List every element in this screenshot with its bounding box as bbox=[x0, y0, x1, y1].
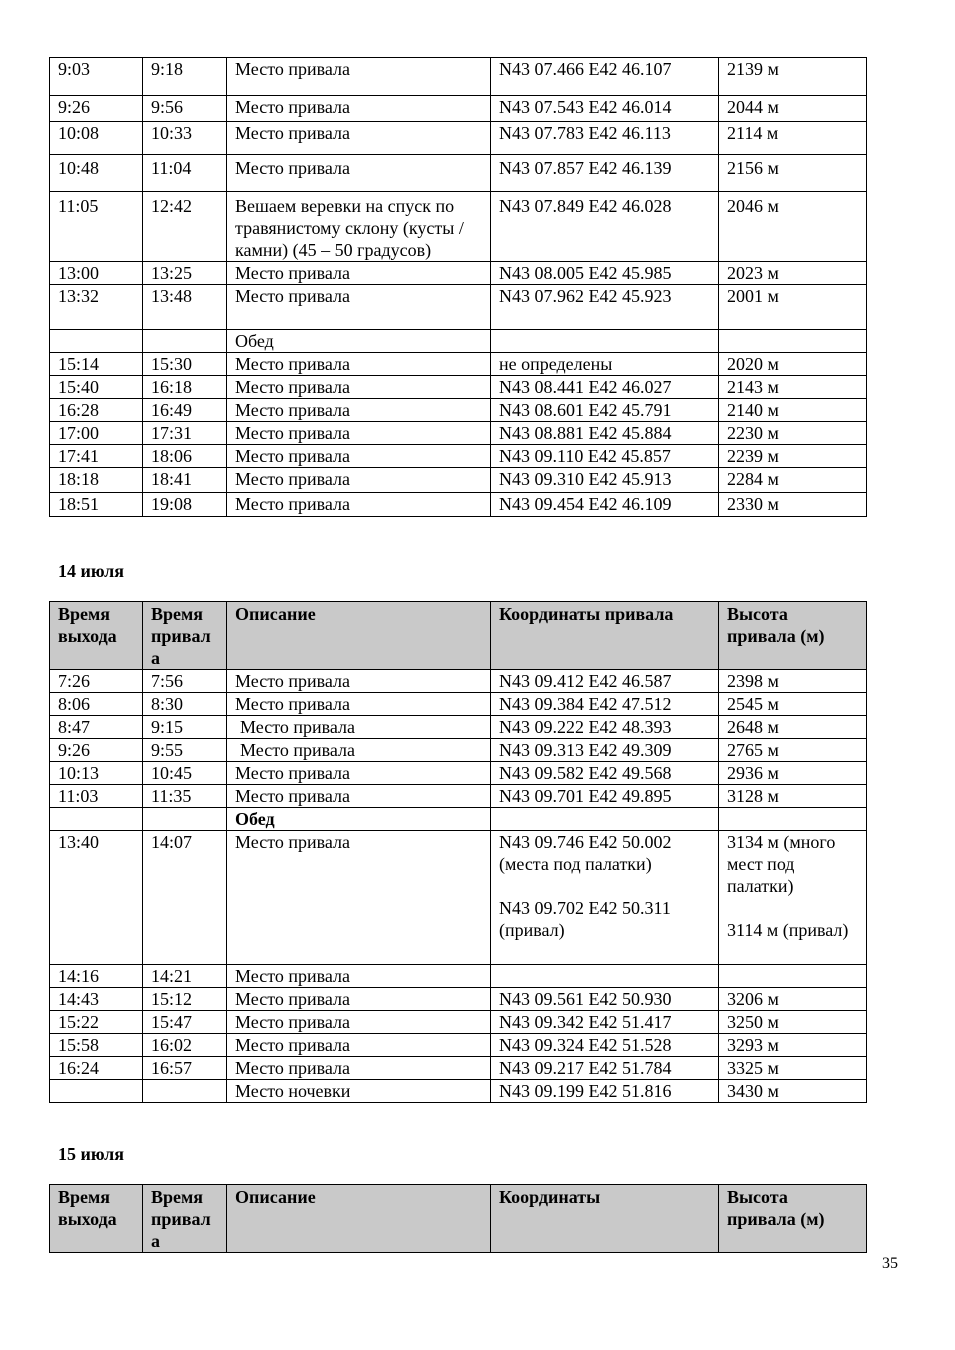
description: Место ночевки bbox=[227, 1080, 491, 1103]
description: Место привала bbox=[227, 58, 491, 96]
altitude: 2114 м bbox=[719, 122, 867, 155]
description: Место привала bbox=[227, 155, 491, 192]
altitude bbox=[719, 808, 867, 831]
table-row bbox=[50, 122, 867, 155]
table-row bbox=[50, 785, 867, 808]
altitude-tent-places: 3134 м (много мест под палатки) bbox=[727, 832, 836, 896]
description: Вешаем веревки на спуск по травянистому склону (кусты / камни) (45 – 50 градусов) bbox=[227, 192, 491, 262]
table-row bbox=[50, 762, 867, 785]
header-altitude: Высота привала (м) bbox=[719, 1185, 867, 1253]
route-table-13-july-continued bbox=[49, 57, 867, 517]
coordinates: N43 07.543 E42 46.014 bbox=[491, 96, 719, 122]
description: Место привала bbox=[227, 493, 491, 517]
coordinates: N43 09.324 E42 51.528 bbox=[491, 1034, 719, 1057]
coordinates: N43 09.561 E42 50.930 bbox=[491, 988, 719, 1011]
table-row bbox=[50, 192, 867, 262]
departure-time: 7:26 bbox=[50, 670, 143, 693]
departure-time: 15:40 bbox=[50, 376, 143, 399]
route-table-15-july bbox=[49, 1184, 867, 1253]
altitude: 2936 м bbox=[719, 762, 867, 785]
header-halt-time: Время привал а bbox=[143, 602, 227, 670]
halt-time: 9:15 bbox=[143, 716, 227, 739]
halt-time bbox=[143, 1080, 227, 1103]
description: Место привала bbox=[227, 739, 491, 762]
departure-time: 10:48 bbox=[50, 155, 143, 192]
halt-time: 8:30 bbox=[143, 693, 227, 716]
altitude: 2545 м bbox=[719, 693, 867, 716]
departure-time: 14:43 bbox=[50, 988, 143, 1011]
departure-time: 13:40 bbox=[50, 831, 143, 965]
altitude: 2156 м bbox=[719, 155, 867, 192]
coordinates: N43 09.217 E42 51.784 bbox=[491, 1057, 719, 1080]
altitude: 2140 м bbox=[719, 399, 867, 422]
description: Место привала bbox=[227, 1057, 491, 1080]
halt-time: 16:49 bbox=[143, 399, 227, 422]
description: Место привала bbox=[227, 693, 491, 716]
coordinates: N43 08.441 E42 46.027 bbox=[491, 376, 719, 399]
coordinates: N43 09.384 E42 47.512 bbox=[491, 693, 719, 716]
description: Место привала bbox=[227, 762, 491, 785]
coordinates bbox=[491, 330, 719, 353]
departure-time: 14:16 bbox=[50, 965, 143, 988]
description: Место привала bbox=[227, 965, 491, 988]
altitude: 2648 м bbox=[719, 716, 867, 739]
header-altitude: Высота привала (м) bbox=[719, 602, 867, 670]
table-row bbox=[50, 1057, 867, 1080]
table-row bbox=[50, 1034, 867, 1057]
coordinates-tent-places: N43 09.746 E42 50.002 (места под палатки) bbox=[499, 832, 672, 874]
description: Обед bbox=[227, 330, 491, 353]
header-departure-time: Время выхода bbox=[50, 1185, 143, 1253]
altitude: 2001 м bbox=[719, 285, 867, 330]
halt-time bbox=[143, 330, 227, 353]
altitude: 3293 м bbox=[719, 1034, 867, 1057]
coordinates: N43 07.783 E42 46.113 bbox=[491, 122, 719, 155]
table-header-row bbox=[50, 1185, 867, 1253]
halt-time: 18:06 bbox=[143, 445, 227, 468]
table-header-row bbox=[50, 602, 867, 670]
halt-time: 9:56 bbox=[143, 96, 227, 122]
halt-time: 16:02 bbox=[143, 1034, 227, 1057]
halt-time: 15:12 bbox=[143, 988, 227, 1011]
departure-time: 13:32 bbox=[50, 285, 143, 330]
table-row bbox=[50, 422, 867, 445]
description: Место привала bbox=[227, 988, 491, 1011]
coordinates bbox=[491, 808, 719, 831]
route-table-14-july bbox=[49, 601, 867, 1103]
coordinates: N43 09.454 E42 46.109 bbox=[491, 493, 719, 517]
halt-time: 10:45 bbox=[143, 762, 227, 785]
altitude: 3430 м bbox=[719, 1080, 867, 1103]
description: Место привала bbox=[227, 1034, 491, 1057]
departure-time: 17:41 bbox=[50, 445, 143, 468]
coordinates: N43 09.110 E42 45.857 bbox=[491, 445, 719, 468]
altitude: 2284 м bbox=[719, 468, 867, 493]
table-row bbox=[50, 155, 867, 192]
description: Место привала bbox=[227, 1011, 491, 1034]
description: Место привала bbox=[227, 422, 491, 445]
departure-time bbox=[50, 330, 143, 353]
departure-time: 18:18 bbox=[50, 468, 143, 493]
halt-time: 14:07 bbox=[143, 831, 227, 965]
departure-time: 13:00 bbox=[50, 262, 143, 285]
halt-time: 19:08 bbox=[143, 493, 227, 517]
departure-time: 15:14 bbox=[50, 353, 143, 376]
table-row bbox=[50, 1011, 867, 1034]
departure-time: 8:06 bbox=[50, 693, 143, 716]
coordinates: N43 09.199 E42 51.816 bbox=[491, 1080, 719, 1103]
departure-time: 17:00 bbox=[50, 422, 143, 445]
table-row bbox=[50, 376, 867, 399]
coordinates: N43 07.466 E42 46.107 bbox=[491, 58, 719, 96]
coordinates bbox=[491, 965, 719, 988]
halt-time: 13:48 bbox=[143, 285, 227, 330]
header-departure-time: Время выхода bbox=[50, 602, 143, 670]
altitude bbox=[719, 330, 867, 353]
coordinates: не определены bbox=[491, 353, 719, 376]
altitude: 2044 м bbox=[719, 96, 867, 122]
departure-time: 10:08 bbox=[50, 122, 143, 155]
table-row bbox=[50, 739, 867, 762]
table-row bbox=[50, 96, 867, 122]
description: Место привала bbox=[227, 716, 491, 739]
departure-time: 9:26 bbox=[50, 96, 143, 122]
altitude bbox=[719, 831, 867, 965]
halt-time: 9:55 bbox=[143, 739, 227, 762]
section-heading-14-july: 14 июля bbox=[58, 561, 125, 581]
description: Место привала bbox=[227, 445, 491, 468]
departure-time: 10:13 bbox=[50, 762, 143, 785]
departure-time: 9:26 bbox=[50, 739, 143, 762]
altitude: 2020 м bbox=[719, 353, 867, 376]
description: Место привала bbox=[227, 468, 491, 493]
table-row bbox=[50, 445, 867, 468]
altitude: 2023 м bbox=[719, 262, 867, 285]
departure-time: 11:05 bbox=[50, 192, 143, 262]
description: Место привала bbox=[227, 670, 491, 693]
altitude: 3206 м bbox=[719, 988, 867, 1011]
table-row bbox=[50, 493, 867, 517]
altitude bbox=[719, 965, 867, 988]
description: Место привала bbox=[227, 376, 491, 399]
table-row bbox=[50, 965, 867, 988]
departure-time: 16:28 bbox=[50, 399, 143, 422]
page-number: 35 bbox=[882, 1255, 898, 1272]
altitude: 2230 м bbox=[719, 422, 867, 445]
description: Место привала bbox=[227, 96, 491, 122]
table-row bbox=[50, 399, 867, 422]
halt-time: 15:30 bbox=[143, 353, 227, 376]
table-row bbox=[50, 670, 867, 693]
halt-time: 12:42 bbox=[143, 192, 227, 262]
halt-time: 18:41 bbox=[143, 468, 227, 493]
coordinates: N43 09.342 E42 51.417 bbox=[491, 1011, 719, 1034]
coordinates: N43 08.601 E42 45.791 bbox=[491, 399, 719, 422]
altitude: 2139 м bbox=[719, 58, 867, 96]
coordinates: N43 08.005 E42 45.985 bbox=[491, 262, 719, 285]
altitude: 2239 м bbox=[719, 445, 867, 468]
coordinates: N43 07.962 E42 45.923 bbox=[491, 285, 719, 330]
departure-time: 18:51 bbox=[50, 493, 143, 517]
departure-time: 9:03 bbox=[50, 58, 143, 96]
altitude: 2398 м bbox=[719, 670, 867, 693]
table-row bbox=[50, 262, 867, 285]
table-row bbox=[50, 988, 867, 1011]
table-row bbox=[50, 1080, 867, 1103]
header-description: Описание bbox=[227, 602, 491, 670]
altitude: 2143 м bbox=[719, 376, 867, 399]
table-row bbox=[50, 693, 867, 716]
departure-time: 15:58 bbox=[50, 1034, 143, 1057]
altitude: 3250 м bbox=[719, 1011, 867, 1034]
description: Место привала bbox=[227, 122, 491, 155]
halt-time: 14:21 bbox=[143, 965, 227, 988]
table-row bbox=[50, 808, 867, 831]
description: Обед bbox=[227, 808, 491, 831]
coordinates: N43 07.849 E42 46.028 bbox=[491, 192, 719, 262]
coordinates: N43 08.881 E42 45.884 bbox=[491, 422, 719, 445]
header-halt-time: Время привал а bbox=[143, 1185, 227, 1253]
halt-time: 11:35 bbox=[143, 785, 227, 808]
coordinates-halt: N43 09.702 E42 50.311 (привал) bbox=[499, 898, 671, 940]
description: Место привала bbox=[227, 399, 491, 422]
departure-time bbox=[50, 1080, 143, 1103]
halt-time: 10:33 bbox=[143, 122, 227, 155]
coordinates: N43 07.857 E42 46.139 bbox=[491, 155, 719, 192]
halt-time: 17:31 bbox=[143, 422, 227, 445]
altitude: 3128 м bbox=[719, 785, 867, 808]
departure-time: 16:24 bbox=[50, 1057, 143, 1080]
halt-time bbox=[143, 808, 227, 831]
section-heading-15-july: 15 июля bbox=[58, 1144, 125, 1164]
halt-time: 16:57 bbox=[143, 1057, 227, 1080]
table-row bbox=[50, 330, 867, 353]
coordinates: N43 09.222 E42 48.393 bbox=[491, 716, 719, 739]
table-row bbox=[50, 468, 867, 493]
coordinates: N43 09.412 E42 46.587 bbox=[491, 670, 719, 693]
halt-time: 11:04 bbox=[143, 155, 227, 192]
description: Место привала bbox=[227, 785, 491, 808]
table-row bbox=[50, 353, 867, 376]
altitude: 2046 м bbox=[719, 192, 867, 262]
altitude-halt: 3114 м (привал) bbox=[727, 920, 849, 940]
halt-time: 15:47 bbox=[143, 1011, 227, 1034]
table-row bbox=[50, 831, 867, 965]
coordinates: N43 09.313 E42 49.309 bbox=[491, 739, 719, 762]
halt-time: 7:56 bbox=[143, 670, 227, 693]
description: Место привала bbox=[227, 831, 491, 965]
header-description: Описание bbox=[227, 1185, 491, 1253]
table-row bbox=[50, 58, 867, 96]
departure-time: 8:47 bbox=[50, 716, 143, 739]
departure-time: 11:03 bbox=[50, 785, 143, 808]
altitude: 3325 м bbox=[719, 1057, 867, 1080]
coordinates: N43 09.582 E42 49.568 bbox=[491, 762, 719, 785]
description: Место привала bbox=[227, 353, 491, 376]
coordinates: N43 09.310 E42 45.913 bbox=[491, 468, 719, 493]
header-coordinates: Координаты привала bbox=[491, 602, 719, 670]
halt-time: 16:18 bbox=[143, 376, 227, 399]
coordinates: N43 09.701 E42 49.895 bbox=[491, 785, 719, 808]
altitude: 2765 м bbox=[719, 739, 867, 762]
altitude: 2330 м bbox=[719, 493, 867, 517]
departure-time: 15:22 bbox=[50, 1011, 143, 1034]
table-row bbox=[50, 716, 867, 739]
description: Место привала bbox=[227, 262, 491, 285]
table-row bbox=[50, 285, 867, 330]
departure-time bbox=[50, 808, 143, 831]
description: Место привала bbox=[227, 285, 491, 330]
halt-time: 9:18 bbox=[143, 58, 227, 96]
coordinates bbox=[491, 831, 719, 965]
header-coordinates: Координаты bbox=[491, 1185, 719, 1253]
halt-time: 13:25 bbox=[143, 262, 227, 285]
